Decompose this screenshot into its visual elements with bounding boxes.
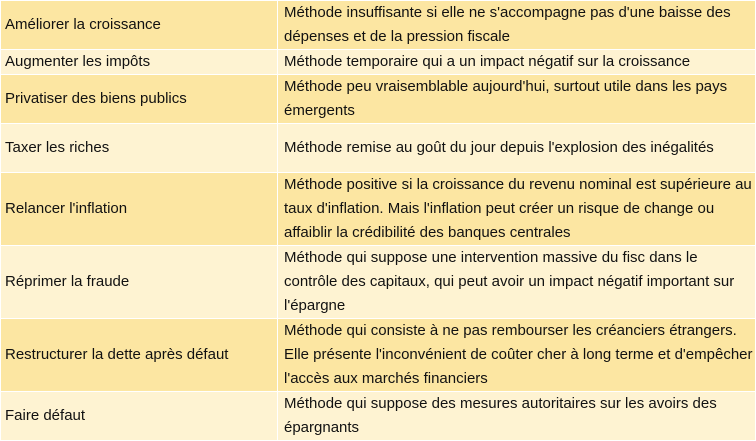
description-cell: Méthode insuffisante si elle ne s'accompagne pas d'une baisse des dépenses et de la pression fiscale xyxy=(278,1,756,50)
table-row xyxy=(1,124,756,173)
description-cell: Méthode qui consiste à ne pas rembourser les créanciers étrangers. Elle présente l'inconvénient de coûter cher à long terme et d'empêcher l'accès aux marchés financiers xyxy=(278,319,756,392)
description-cell: Méthode positive si la croissance du revenu nominal est supérieure au taux d'inflation. Mais l'inflation peut créer un risque de change ou affaiblir la crédibilité des banques centrales xyxy=(278,173,756,246)
description-cell: Méthode qui suppose une intervention massive du fisc dans le contrôle des capitaux, qui peut avoir un impact négatif important sur l'épargne xyxy=(278,246,756,319)
description-cell: Méthode remise au goût du jour depuis l'explosion des inégalités xyxy=(278,124,756,173)
method-cell: Réprimer la fraude xyxy=(1,246,278,319)
method-cell: Augmenter les impôts xyxy=(1,50,278,75)
table-row xyxy=(1,319,756,392)
table-row xyxy=(1,75,756,124)
method-cell: Privatiser des biens publics xyxy=(1,75,278,124)
table-row xyxy=(1,173,756,246)
table-row xyxy=(1,1,756,50)
table-row xyxy=(1,246,756,319)
method-cell: Relancer l'inflation xyxy=(1,173,278,246)
table-row xyxy=(1,50,756,75)
method-cell: Faire défaut xyxy=(1,392,278,441)
method-cell: Restructurer la dette après défaut xyxy=(1,319,278,392)
description-cell: Méthode temporaire qui a un impact négatif sur la croissance xyxy=(278,50,756,75)
description-cell: Méthode peu vraisemblable aujourd'hui, surtout utile dans les pays émergents xyxy=(278,75,756,124)
table-row xyxy=(1,392,756,441)
method-cell: Taxer les riches xyxy=(1,124,278,173)
method-cell: Améliorer la croissance xyxy=(1,1,278,50)
description-cell: Méthode qui suppose des mesures autoritaires sur les avoirs des épargnants xyxy=(278,392,756,441)
